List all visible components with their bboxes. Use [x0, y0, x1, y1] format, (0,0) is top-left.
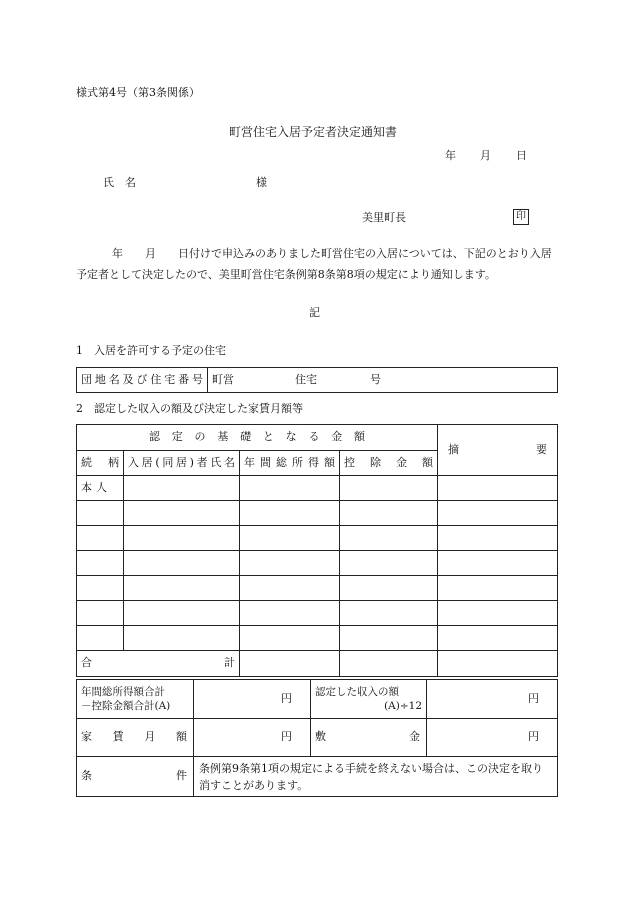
- total-label: 合計: [77, 651, 240, 677]
- seal-mark: 印: [513, 209, 529, 225]
- column-header-annual-income: 年間総所得額: [240, 451, 340, 476]
- table-row: [77, 576, 558, 601]
- summary-table: [76, 679, 558, 797]
- recognized-income-label: 認定した収入の額 (A)÷12: [311, 680, 427, 719]
- date-year: 年: [445, 149, 456, 162]
- first-row-label: 本人: [77, 476, 124, 501]
- income-total-label: 年間総所得額合計 －控除金額合計(A): [77, 680, 194, 719]
- section2-heading: 2 認定した収入の額及び決定した家賃月額等: [76, 402, 303, 415]
- form-number: 様式第4号（第3条関係）: [76, 86, 200, 99]
- income-total-yen: 円: [194, 680, 311, 719]
- recognized-income-yen: 円: [427, 680, 558, 719]
- document-title: 町営住宅入居予定者決定通知書: [229, 125, 398, 139]
- housing-number-value: [208, 368, 558, 393]
- date-day: 日: [516, 149, 527, 162]
- income-table: [76, 424, 558, 677]
- table-row: [77, 501, 558, 526]
- table-row: [77, 626, 558, 651]
- ki-mark: 記: [309, 306, 320, 319]
- deposit-yen: 円: [427, 719, 558, 757]
- condition-text: 条例第9条第1項の規定による手続を終えない場合は、この決定を取り消すことがあります。: [194, 757, 558, 797]
- column-header-relationship: 続柄: [77, 451, 124, 476]
- deposit-label: 敷金: [311, 719, 427, 757]
- condition-label: 条件: [77, 757, 194, 797]
- table-row: [77, 476, 558, 501]
- housing-mid: 住宅: [295, 372, 317, 386]
- group-header: 認定の基礎となる金額: [77, 425, 438, 451]
- rent-yen: 円: [194, 719, 311, 757]
- rent-label: 家賃月額: [77, 719, 194, 757]
- addressee-name-label: 氏 名: [103, 176, 136, 189]
- table-row: [77, 526, 558, 551]
- housing-suffix: 号: [370, 372, 381, 386]
- issuer-name: 美里町長: [362, 211, 406, 224]
- remarks-header: 摘 要: [438, 425, 558, 476]
- date-month: 月: [480, 149, 491, 162]
- table-row: [77, 551, 558, 576]
- column-header-deduction: 控除金額: [340, 451, 438, 476]
- total-row: [77, 651, 558, 677]
- column-header-resident-name: 入居(同居)者氏名: [124, 451, 240, 476]
- section1-table: [76, 367, 558, 393]
- body-paragraph: 年 月 日付けで申込みのありました町営住宅の入居については、下記のとおり入居予定者として決定したので、美里町営住宅条例第8条第8項の規定により通知します。: [76, 247, 552, 281]
- addressee-honorific: 様: [256, 176, 267, 189]
- section1-heading: 1 入居を許可する予定の住宅: [76, 344, 226, 357]
- table-row: [77, 601, 558, 626]
- housing-number-label: 団地名及び住宅番号: [77, 368, 208, 393]
- housing-prefix: 町営: [212, 372, 234, 386]
